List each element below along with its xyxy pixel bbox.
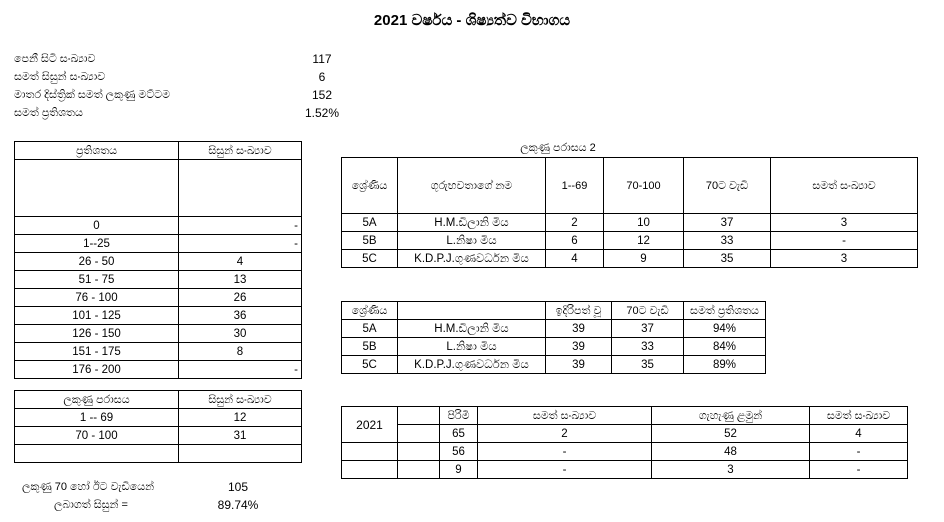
range-cell: 126 - 150 bbox=[15, 325, 179, 343]
percentage-distribution-table bbox=[14, 141, 302, 379]
col-header-girls-pass: සමත් සංඛ්‍යාව bbox=[810, 407, 908, 425]
empty-cell bbox=[179, 445, 302, 463]
empty-cell bbox=[15, 160, 179, 217]
value-cell: 48 bbox=[652, 443, 810, 461]
value-cell: 65 bbox=[440, 425, 478, 443]
table-row bbox=[342, 232, 918, 250]
count-cell: 36 bbox=[179, 307, 302, 325]
table-row bbox=[15, 307, 302, 325]
empty-cell bbox=[342, 461, 398, 479]
stat-label-pass-rate: සමත් ප්‍රතිශතය bbox=[14, 107, 83, 119]
table-row bbox=[342, 425, 908, 443]
grade-cell: 5B bbox=[342, 338, 398, 356]
col-header-teacher: ගුරුභවතාගේ නම bbox=[398, 158, 546, 214]
teacher-cell: L.නිෂා මිය bbox=[398, 338, 546, 356]
col-header-grade: ශ්‍රේණිය bbox=[342, 158, 398, 214]
stat-label-passed: සමත් සිසුන් සංඛ්‍යාව bbox=[14, 71, 106, 83]
range-cell: 1--25 bbox=[15, 235, 179, 253]
col-header-pass-rate: සමත් ප්‍රතිශතය bbox=[684, 302, 766, 320]
value-cell: 84% bbox=[684, 338, 766, 356]
col-header-percentage: ප්‍රතිශතය bbox=[15, 142, 179, 160]
count-cell: 8 bbox=[179, 343, 302, 361]
teacher-cell: L.නිෂා මිය bbox=[398, 232, 546, 250]
empty-cell bbox=[398, 443, 440, 461]
value-cell: - bbox=[478, 461, 652, 479]
table-row bbox=[15, 217, 302, 235]
col-header-over-70: 70ට වැඩි bbox=[612, 302, 684, 320]
range-cell: 70 - 100 bbox=[15, 427, 179, 445]
table-row bbox=[342, 356, 766, 374]
col-header-boys: පිරිමි bbox=[440, 407, 478, 425]
col-header-sat: ඉදිරිපත් වූ bbox=[546, 302, 612, 320]
grade-cell: 5C bbox=[342, 356, 398, 374]
table-row bbox=[15, 409, 302, 427]
table-row bbox=[342, 320, 766, 338]
teacher-cell: K.D.P.J.ගුණවර්ධන මිය bbox=[398, 356, 546, 374]
range-cell: 151 - 175 bbox=[15, 343, 179, 361]
count-cell: 26 bbox=[179, 289, 302, 307]
footer-label-over-70: ලකුණු 70 හෝ ඊට වැඩියෙන් bbox=[22, 481, 155, 493]
count-cell: 4 bbox=[179, 253, 302, 271]
page-title: 2021 වර්ෂය - ශිෂ්‍යත්ව විභාගය bbox=[373, 12, 571, 29]
range2-caption: ලකුණු පරාසය 2 bbox=[520, 142, 596, 154]
table-row bbox=[15, 235, 302, 253]
value-cell: 56 bbox=[440, 443, 478, 461]
empty-cell bbox=[179, 160, 302, 217]
empty-cell bbox=[15, 445, 179, 463]
range-cell: 76 - 100 bbox=[15, 289, 179, 307]
table-row bbox=[342, 214, 918, 232]
year-cell: 2021 bbox=[342, 407, 398, 443]
value-cell: 3 bbox=[652, 461, 810, 479]
value-cell: 9 bbox=[604, 250, 684, 268]
table-row bbox=[15, 289, 302, 307]
value-cell: 6 bbox=[546, 232, 604, 250]
value-cell: 4 bbox=[810, 425, 908, 443]
grade-cell: 5B bbox=[342, 232, 398, 250]
col-header-grade: ශ්‍රේණිය bbox=[342, 302, 398, 320]
col-header-blank bbox=[398, 302, 546, 320]
table-row bbox=[15, 325, 302, 343]
empty-cell bbox=[398, 425, 440, 443]
table-row bbox=[15, 271, 302, 289]
col-header-student-count: සිසුන් සංඛ්‍යාව bbox=[179, 391, 302, 409]
value-cell: 39 bbox=[546, 356, 612, 374]
stat-label-appeared: පෙනී සිටි සංඛ්‍යාව bbox=[14, 53, 96, 65]
grade-cell: 5A bbox=[342, 214, 398, 232]
value-cell: 39 bbox=[546, 320, 612, 338]
value-cell: 12 bbox=[604, 232, 684, 250]
value-cell: - bbox=[810, 461, 908, 479]
value-cell: 33 bbox=[684, 232, 771, 250]
value-cell: - bbox=[771, 232, 918, 250]
stat-value-appeared: 117 bbox=[312, 52, 332, 66]
grade-cell: 5C bbox=[342, 250, 398, 268]
value-cell: 33 bbox=[612, 338, 684, 356]
stat-value-cutoff: 152 bbox=[311, 88, 333, 102]
range-cell: 0 bbox=[15, 217, 179, 235]
value-cell: 94% bbox=[684, 320, 766, 338]
stat-label-cutoff: මාතර දිස්ත්‍රික් සමත් ලකුණු මට්ටම bbox=[14, 89, 171, 101]
col-header-student-count: සිසුන් සංඛ්‍යාව bbox=[179, 142, 302, 160]
footer-value-percent: 89.74% bbox=[217, 498, 259, 512]
teacher-cell: H.M.ඩිලානි මිය bbox=[398, 214, 546, 232]
footer-value-over-70: 105 bbox=[227, 480, 249, 494]
value-cell: 35 bbox=[612, 356, 684, 374]
count-cell: - bbox=[179, 361, 302, 379]
value-cell: - bbox=[478, 443, 652, 461]
value-cell: 89% bbox=[684, 356, 766, 374]
col-header-pass-count: සමත් සංඛ්‍යාව bbox=[771, 158, 918, 214]
table-row bbox=[342, 250, 918, 268]
value-cell: 9 bbox=[440, 461, 478, 479]
stat-value-passed: 6 bbox=[318, 70, 326, 84]
col-header-1-69: 1--69 bbox=[546, 158, 604, 214]
col-header-over-70: 70ට වැඩි bbox=[684, 158, 771, 214]
value-cell: 3 bbox=[771, 214, 918, 232]
value-cell: 37 bbox=[684, 214, 771, 232]
table-row bbox=[342, 443, 908, 461]
table-row bbox=[15, 427, 302, 445]
table-row bbox=[15, 253, 302, 271]
count-cell: - bbox=[179, 217, 302, 235]
teacher-cell: H.M.ඩිලානි මිය bbox=[398, 320, 546, 338]
col-header-girls: ගැහැණු ළමුන් bbox=[652, 407, 810, 425]
table-row bbox=[15, 361, 302, 379]
value-cell: 4 bbox=[546, 250, 604, 268]
value-cell: 2 bbox=[478, 425, 652, 443]
range-cell: 1 -- 69 bbox=[15, 409, 179, 427]
marks-range-by-class-table bbox=[341, 157, 918, 268]
value-cell: - bbox=[810, 443, 908, 461]
marks-range-table bbox=[14, 390, 302, 463]
empty-cell bbox=[342, 443, 398, 461]
value-cell: 52 bbox=[652, 425, 810, 443]
range-cell: 26 - 50 bbox=[15, 253, 179, 271]
count-cell: 31 bbox=[179, 427, 302, 445]
count-cell: 13 bbox=[179, 271, 302, 289]
value-cell: 39 bbox=[546, 338, 612, 356]
value-cell: 2 bbox=[546, 214, 604, 232]
class-pass-rate-table bbox=[341, 301, 766, 374]
col-header-70-100: 70-100 bbox=[604, 158, 684, 214]
range-cell: 176 - 200 bbox=[15, 361, 179, 379]
empty-cell bbox=[398, 461, 440, 479]
value-cell: 35 bbox=[684, 250, 771, 268]
grade-cell: 5A bbox=[342, 320, 398, 338]
empty-cell bbox=[398, 407, 440, 425]
count-cell: 12 bbox=[179, 409, 302, 427]
range-cell: 101 - 125 bbox=[15, 307, 179, 325]
col-header-boys-pass: සමත් සංඛ්‍යාව bbox=[478, 407, 652, 425]
col-header-marks-range: ලකුණු පරාසය bbox=[15, 391, 179, 409]
footer-label-students: ලබාගත් සිසුන් = bbox=[54, 499, 128, 511]
count-cell: 30 bbox=[179, 325, 302, 343]
stat-value-pass-rate: 1.52% bbox=[304, 106, 340, 120]
table-row bbox=[342, 461, 908, 479]
value-cell: 3 bbox=[771, 250, 918, 268]
table-row bbox=[15, 445, 302, 463]
teacher-cell: K.D.P.J.ගුණවර්ධන මිය bbox=[398, 250, 546, 268]
table-row bbox=[15, 343, 302, 361]
table-row bbox=[342, 338, 766, 356]
range-cell: 51 - 75 bbox=[15, 271, 179, 289]
value-cell: 10 bbox=[604, 214, 684, 232]
count-cell: - bbox=[179, 235, 302, 253]
value-cell: 37 bbox=[612, 320, 684, 338]
gender-pass-table bbox=[341, 406, 908, 479]
